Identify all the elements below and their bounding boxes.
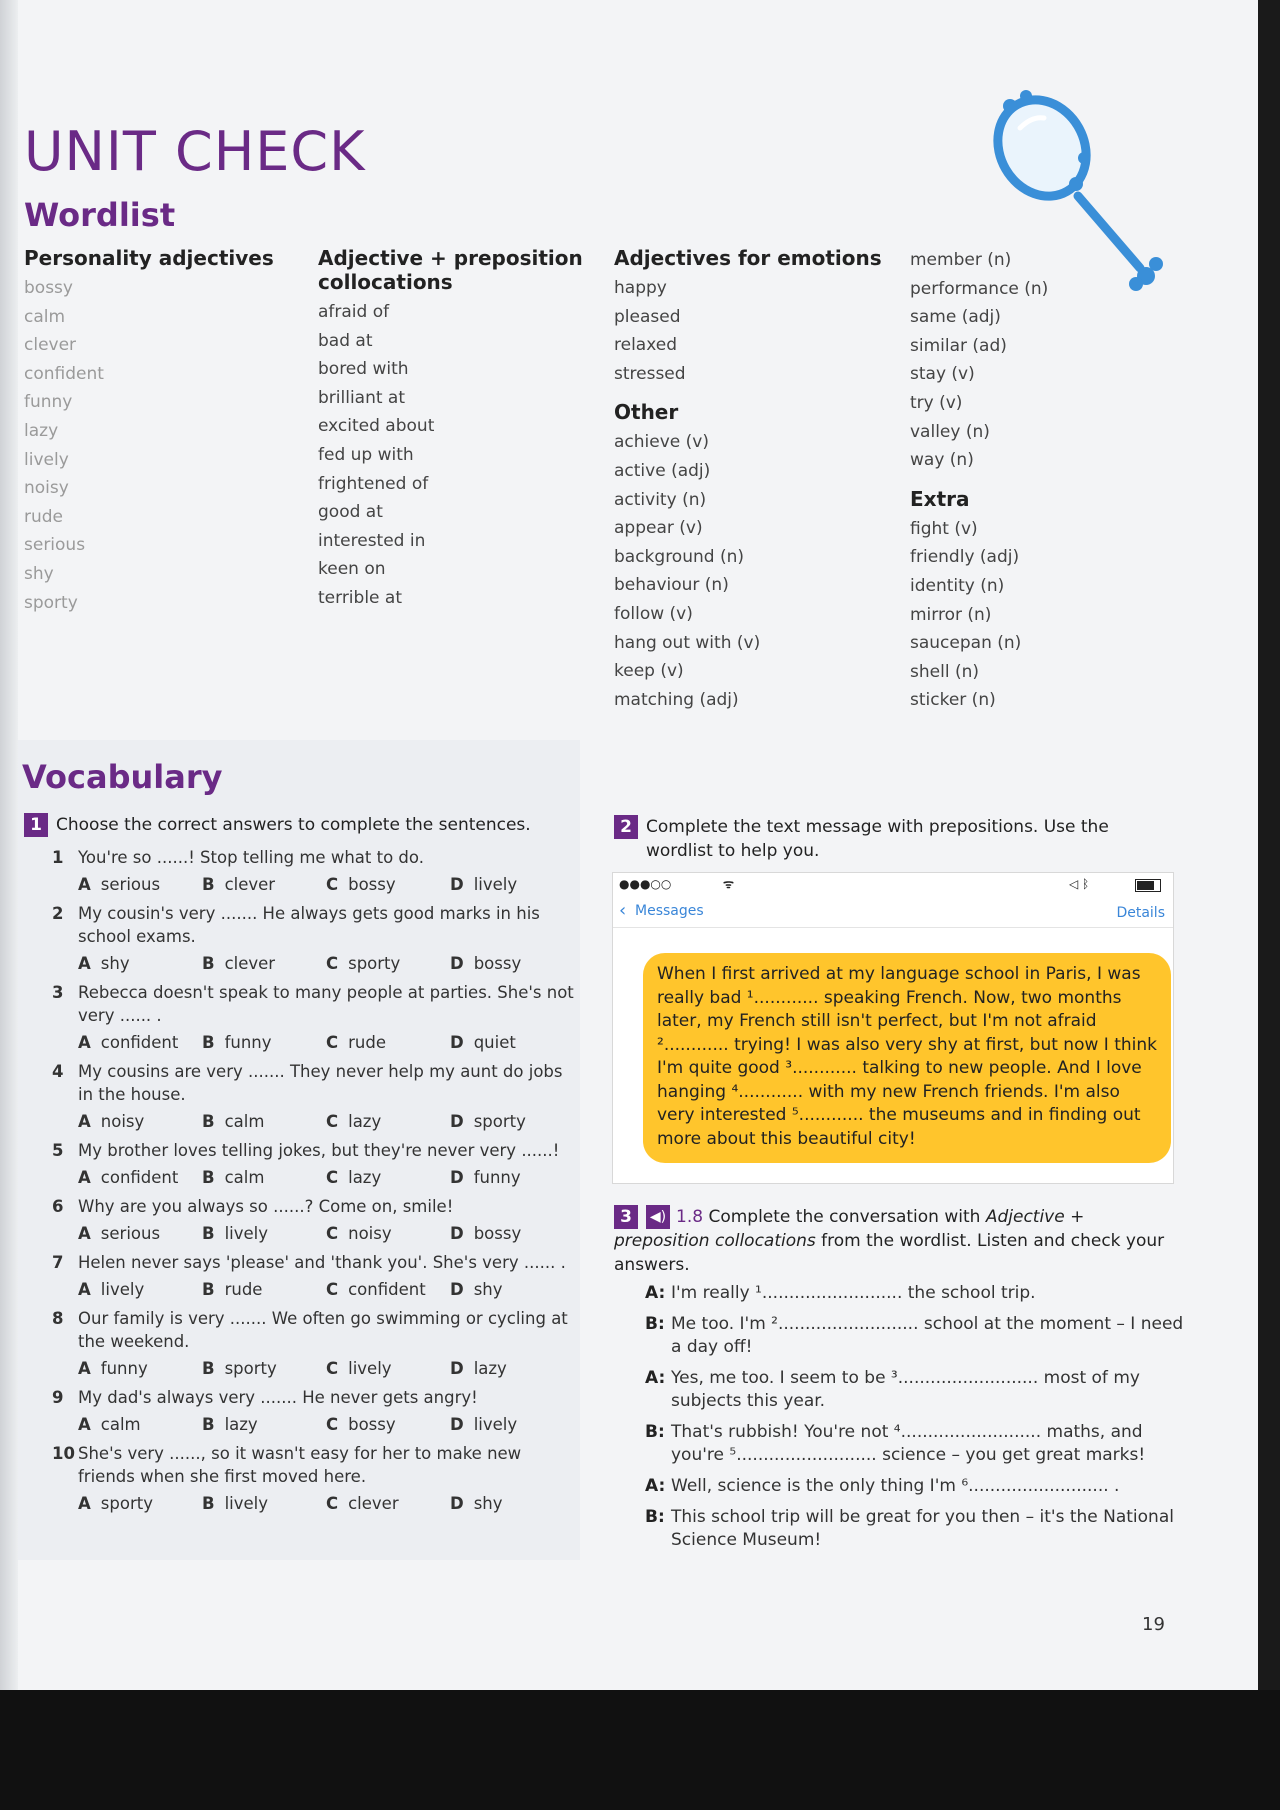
option-letter: A (78, 1168, 91, 1187)
answer-option[interactable] (450, 952, 574, 975)
wifi-icon: ᯤ (723, 877, 734, 891)
option-letter: C (326, 1415, 339, 1434)
question-number: 1 (52, 848, 64, 867)
option-word: shy (100, 954, 130, 973)
option-word: shy (473, 1494, 503, 1513)
question-number: 2 (52, 904, 64, 923)
line-text: I'm really ¹.......................... the school trip. (671, 1283, 1036, 1303)
option-letter: B (202, 875, 215, 894)
option-letter: C (326, 1494, 339, 1513)
option-word: clever (224, 875, 276, 894)
word-item: brilliant at (318, 387, 406, 408)
option-word: confident (100, 1168, 179, 1187)
details-link[interactable]: Details (1116, 905, 1165, 921)
option-letter: C (326, 1033, 339, 1052)
answer-option[interactable] (326, 1031, 450, 1054)
option-letter: A (78, 875, 91, 894)
option-letter: A (78, 1359, 91, 1378)
answer-option[interactable] (326, 873, 450, 896)
question-item (52, 1195, 582, 1245)
word-item: calm (24, 306, 66, 327)
answer-option[interactable] (450, 1222, 574, 1245)
answer-option[interactable] (78, 1278, 202, 1301)
answer-option[interactable] (78, 1110, 202, 1133)
question-number: 5 (52, 1141, 64, 1160)
option-word: calm (224, 1112, 265, 1131)
question-text: My cousins are very ....... They never help my aunt do jobs in the house. (78, 1062, 563, 1104)
conversation-line (645, 1506, 1185, 1552)
question-number: 7 (52, 1253, 64, 1272)
word-item: afraid of (318, 302, 390, 322)
option-word: sporty (100, 1494, 153, 1513)
speaker-label: A: (645, 1283, 666, 1303)
exercise-number-badge: 3 (614, 1205, 638, 1229)
option-letter: C (326, 1280, 339, 1299)
col-heading: Adjective + preposition collocations (318, 246, 583, 294)
option-letter: D (450, 1359, 464, 1378)
word-item: sporty (24, 592, 78, 613)
question-text: My cousin's very ....... He always gets good marks in his school exams. (78, 904, 540, 946)
question-number: 10 (52, 1444, 75, 1463)
option-word: bossy (473, 954, 522, 973)
answer-options (52, 1031, 582, 1054)
word-item: noisy (24, 478, 69, 499)
word-item: relaxed (614, 335, 678, 356)
option-word: clever (348, 1494, 399, 1513)
conversation-line (645, 1367, 1185, 1413)
answer-option[interactable] (78, 952, 202, 975)
option-word: lazy (348, 1112, 382, 1131)
battery-icon (1135, 879, 1161, 892)
question-item (52, 902, 582, 975)
option-word: lazy (224, 1415, 258, 1434)
option-word: calm (224, 1168, 265, 1187)
option-letter: B (202, 1415, 215, 1434)
option-word: calm (100, 1415, 141, 1434)
option-letter: A (78, 1494, 91, 1513)
word-item: behaviour (n) (614, 575, 729, 596)
question-item (52, 846, 582, 896)
speaker-label: B: (645, 1422, 665, 1442)
conversation-line (645, 1421, 1185, 1467)
option-letter: C (326, 875, 339, 894)
scan-bottom-edge (0, 1690, 1280, 1810)
col-heading: Personality adjectives (24, 246, 274, 270)
word-item: identity (n) (910, 575, 1005, 596)
question-item (52, 981, 582, 1054)
answer-option[interactable] (326, 1492, 450, 1515)
speaker-label: B: (645, 1507, 665, 1527)
option-word: sporty (224, 1359, 277, 1378)
answer-option[interactable] (450, 1357, 574, 1380)
word-item: bored with (318, 359, 409, 380)
exercise-2-instruction (614, 815, 1174, 863)
option-word: serious (100, 875, 161, 894)
word-item: fed up with (318, 444, 414, 465)
line-text: Well, science is the only thing I'm ⁶.......................... . (671, 1476, 1120, 1496)
word-item: frightened of (318, 473, 429, 494)
option-word: rude (348, 1033, 386, 1052)
option-word: noisy (348, 1224, 392, 1243)
option-letter: B (202, 1359, 215, 1378)
answer-option[interactable] (202, 1031, 326, 1054)
word-item: appear (v) (614, 518, 703, 539)
message-bubble: When I first arrived at my language school in Paris, I was really bad ¹............ speaking French. Now, two months later, my French still isn't perfect, but I'm not afraid ²............ trying! I was also very shy at first, but now I think I'm quite good ³............ talking to new people. And I love hanging ⁴............ with my new French friends. I'm also very interested ⁵............ the museums and in finding out more about this beautiful city! (643, 953, 1171, 1163)
option-word: lively (348, 1359, 392, 1378)
exercise-number-badge: 1 (24, 813, 48, 837)
option-word: confident (100, 1033, 179, 1052)
answer-option[interactable] (78, 1222, 202, 1245)
answer-option[interactable] (450, 873, 574, 896)
messages-back-link[interactable]: Messages (635, 903, 704, 919)
page-number: 19 (1142, 1614, 1165, 1635)
conversation-line (645, 1313, 1185, 1359)
track-number: 1.8 (676, 1207, 704, 1227)
answer-option[interactable] (326, 1357, 450, 1380)
option-letter: D (450, 1033, 464, 1052)
instruction-text: Choose the correct answers to complete the sentences. (56, 815, 531, 835)
wordlist-col-4 (910, 246, 1180, 727)
option-word: lively (473, 1415, 518, 1434)
option-word: quiet (473, 1033, 516, 1052)
option-letter: A (78, 1033, 91, 1052)
word-item: funny (24, 392, 73, 413)
answer-option[interactable] (202, 1278, 326, 1301)
page-title: UNIT CHECK (24, 120, 366, 183)
question-number: 9 (52, 1388, 64, 1407)
option-letter: D (450, 875, 464, 894)
word-list (24, 274, 294, 617)
conversation-line (645, 1282, 1185, 1305)
option-letter: B (202, 954, 215, 973)
option-letter: B (202, 1494, 215, 1513)
question-number: 8 (52, 1309, 64, 1328)
wordlist-col-3 (614, 246, 884, 726)
question-text: She's very ......, so it wasn't easy for her to make new friends when she first moved here. (78, 1444, 522, 1486)
option-word: lively (224, 1494, 269, 1513)
answer-option[interactable] (202, 1413, 326, 1436)
location-bluetooth-icon: ◁ ᛒ (1069, 877, 1090, 891)
option-letter: D (450, 1112, 464, 1131)
word-item: lively (24, 449, 69, 470)
word-item: member (n) (910, 250, 1012, 270)
option-letter: B (202, 1033, 215, 1052)
word-item: rude (24, 506, 64, 527)
answer-option[interactable] (202, 952, 326, 975)
option-letter: C (326, 1112, 339, 1131)
option-letter: A (78, 1415, 91, 1434)
exercise-number-badge: 2 (614, 815, 638, 839)
option-word: lively (473, 875, 518, 894)
word-item: pleased (614, 306, 681, 327)
speaker-label: A: (645, 1368, 666, 1388)
word-item: similar (ad) (910, 335, 1007, 356)
option-letter: C (326, 1168, 339, 1187)
word-item: try (v) (910, 392, 963, 413)
option-word: lively (100, 1280, 145, 1299)
word-item: fight (v) (910, 518, 978, 539)
word-item: achieve (v) (614, 432, 709, 453)
exercise-1-questions (52, 846, 582, 1521)
option-letter: D (450, 1415, 464, 1434)
answer-options (52, 1492, 582, 1515)
question-item (52, 1251, 582, 1301)
col-heading: Extra (910, 486, 970, 511)
answer-option[interactable] (326, 1222, 450, 1245)
line-text: Me too. I'm ².......................... school at the moment – I need a day off! (671, 1314, 1184, 1357)
word-item: follow (v) (614, 603, 693, 624)
word-item: keen on (318, 559, 386, 580)
word-item: bossy (24, 278, 73, 298)
word-item: clever (24, 335, 77, 356)
wordlist-col-2 (318, 246, 588, 625)
answer-options (52, 1413, 582, 1436)
line-text: That's rubbish! You're not ⁴.......................... maths, and you're ⁵.......................... science – you get great marks! (671, 1422, 1146, 1465)
answer-option[interactable] (78, 1166, 202, 1189)
question-item (52, 1442, 582, 1515)
word-item: active (adj) (614, 460, 711, 481)
answer-option[interactable] (326, 1278, 450, 1301)
word-item: matching (adj) (614, 689, 739, 710)
word-item: same (adj) (910, 307, 1001, 328)
word-list (614, 274, 884, 388)
option-letter: A (78, 954, 91, 973)
option-word: funny (473, 1168, 521, 1187)
vocabulary-heading: Vocabulary (22, 758, 223, 796)
option-word: sporty (473, 1112, 526, 1131)
question-item (52, 1386, 582, 1436)
wordlist-col-1 (24, 246, 294, 629)
answer-options (52, 1357, 582, 1380)
instruction-emphasis: Adjective + preposition collocations (614, 1207, 1085, 1251)
question-text: Our family is very ....... We often go swimming or cycling at the weekend. (78, 1309, 568, 1351)
option-letter: B (202, 1280, 215, 1299)
exercise-1-instruction (24, 813, 584, 837)
word-item: confident (24, 363, 104, 384)
word-item: shell (n) (910, 661, 979, 682)
phone-nav-bar (613, 899, 1173, 928)
word-item: interested in (318, 530, 426, 551)
col-heading: Other (614, 400, 679, 425)
option-word: shy (473, 1280, 503, 1299)
word-item: performance (n) (910, 278, 1049, 299)
exercise-3-conversation (645, 1282, 1185, 1560)
answer-option[interactable] (326, 1413, 450, 1436)
option-word: bossy (348, 875, 396, 894)
answer-option[interactable] (450, 1110, 574, 1133)
line-text: This school trip will be great for you then – it's the National Science Museum! (671, 1507, 1174, 1550)
answer-options (52, 952, 582, 975)
option-letter: B (202, 1168, 215, 1187)
question-text: My brother loves telling jokes, but they're never very ......! (78, 1141, 560, 1160)
option-word: serious (100, 1224, 161, 1243)
word-item: shy (24, 563, 54, 584)
word-item: good at (318, 502, 383, 523)
option-word: sporty (348, 954, 401, 973)
question-item (52, 1307, 582, 1380)
option-word: bossy (473, 1224, 522, 1243)
option-letter: C (326, 1359, 339, 1378)
word-item: saucepan (n) (910, 633, 1022, 654)
option-letter: A (78, 1112, 91, 1131)
option-letter: D (450, 1224, 464, 1243)
option-word: rude (224, 1280, 263, 1299)
wordlist-heading: Wordlist (24, 196, 176, 234)
answer-option[interactable] (202, 1357, 326, 1380)
word-item: lazy (24, 420, 59, 441)
answer-option[interactable] (202, 1110, 326, 1133)
question-text: Why are you always so ......? Come on, smile! (78, 1197, 454, 1216)
option-word: bossy (348, 1415, 396, 1434)
answer-option[interactable] (202, 1492, 326, 1515)
option-letter: D (450, 1494, 464, 1513)
word-list (910, 515, 1180, 715)
instruction-text: Complete the text message with prepositions. Use the wordlist to help you. (646, 817, 1109, 861)
speaker-label: B: (645, 1314, 665, 1334)
word-item: hang out with (v) (614, 632, 761, 653)
answer-options (52, 1278, 582, 1301)
answer-option[interactable] (326, 952, 450, 975)
answer-option[interactable] (78, 1357, 202, 1380)
option-letter: A (78, 1280, 91, 1299)
word-item: keep (v) (614, 661, 684, 682)
word-item: bad at (318, 330, 373, 351)
word-list (910, 246, 1180, 475)
option-word: funny (100, 1359, 148, 1378)
answer-option[interactable] (78, 1492, 202, 1515)
word-item: friendly (adj) (910, 547, 1020, 568)
answer-option[interactable] (78, 1031, 202, 1054)
answer-options (52, 1222, 582, 1245)
word-list (318, 298, 588, 613)
word-item: happy (614, 278, 667, 298)
answer-option[interactable] (326, 1166, 450, 1189)
col-heading: Adjectives for emotions (614, 246, 882, 270)
speaker-label: A: (645, 1476, 666, 1496)
answer-options (52, 873, 582, 896)
option-word: funny (224, 1033, 272, 1052)
word-list (614, 428, 884, 714)
word-item: stressed (614, 363, 686, 384)
audio-speaker-icon[interactable]: ◀) (646, 1205, 670, 1229)
conversation-line (645, 1475, 1185, 1498)
option-letter: C (326, 954, 339, 973)
signal-icon: ●●●○○ (619, 877, 672, 891)
option-letter: D (450, 1168, 464, 1187)
exercise-3-instruction (614, 1205, 1174, 1277)
instruction-text: Complete the conversation with (708, 1207, 986, 1227)
word-item: valley (n) (910, 421, 990, 442)
answer-option[interactable] (202, 1166, 326, 1189)
question-text: Rebecca doesn't speak to many people at parties. She's not very ...... . (78, 983, 574, 1025)
option-letter: C (326, 1224, 339, 1243)
instruction-text-end: from the wordlist. Listen and check your answers. (614, 1231, 1165, 1275)
word-item: excited about (318, 416, 435, 437)
answer-option[interactable] (326, 1110, 450, 1133)
option-letter: B (202, 1224, 215, 1243)
answer-option[interactable] (78, 1413, 202, 1436)
option-word: lively (224, 1224, 269, 1243)
option-letter: A (78, 1224, 91, 1243)
option-letter: B (202, 1112, 215, 1131)
question-text: My dad's always very ....... He never gets angry! (78, 1388, 478, 1407)
phone-status-bar (613, 873, 1173, 899)
phone-message-screen (612, 872, 1174, 1184)
page-binding-shadow (0, 0, 18, 1690)
question-item (52, 1139, 582, 1189)
word-item: background (n) (614, 546, 744, 567)
answer-option[interactable] (450, 1413, 574, 1436)
word-item: stay (v) (910, 364, 975, 385)
answer-option[interactable] (450, 1278, 574, 1301)
option-letter: D (450, 1280, 464, 1299)
answer-option[interactable] (202, 1222, 326, 1245)
answer-option[interactable] (202, 873, 326, 896)
option-letter: D (450, 954, 464, 973)
question-text: Helen never says 'please' and 'thank you'. She's very ...... . (78, 1253, 566, 1272)
question-item (52, 1060, 582, 1133)
question-text: You're so ......! Stop telling me what to do. (78, 848, 424, 867)
word-item: terrible at (318, 587, 402, 608)
answer-options (52, 1110, 582, 1133)
word-item: way (n) (910, 450, 974, 471)
back-chevron-icon[interactable]: ‹ (619, 900, 627, 921)
word-item: sticker (n) (910, 690, 996, 711)
option-word: noisy (100, 1112, 145, 1131)
question-number: 4 (52, 1062, 64, 1081)
word-item: activity (n) (614, 489, 707, 510)
question-number: 6 (52, 1197, 64, 1216)
line-text: Yes, me too. I seem to be ³.......................... most of my subjects this year. (671, 1368, 1140, 1411)
answer-option[interactable] (78, 873, 202, 896)
word-item: serious (24, 535, 86, 556)
answer-option[interactable] (450, 1492, 574, 1515)
answer-option[interactable] (450, 1031, 574, 1054)
option-word: lazy (348, 1168, 382, 1187)
question-number: 3 (52, 983, 64, 1002)
word-item: mirror (n) (910, 604, 992, 625)
answer-option[interactable] (450, 1166, 574, 1189)
answer-options (52, 1166, 582, 1189)
option-word: lazy (473, 1359, 507, 1378)
option-word: clever (224, 954, 276, 973)
option-word: confident (348, 1280, 426, 1299)
